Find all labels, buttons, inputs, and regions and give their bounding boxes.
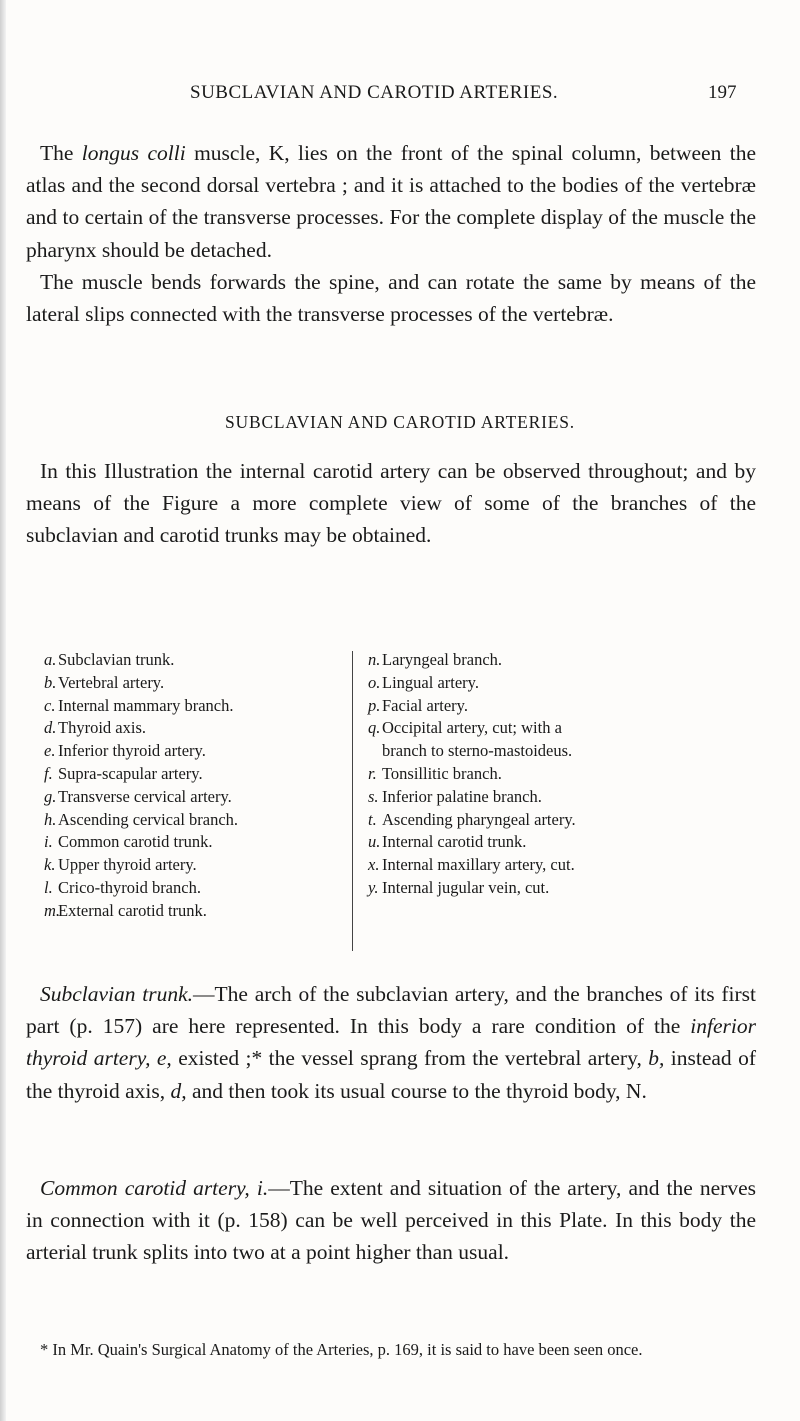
paragraph-muscle-action: The muscle bends forwards the spine, and can rotate the same by means of the lateral slips connected with the transverse processes of the vertebræ. <box>26 270 756 327</box>
legend-key: p. <box>368 695 381 715</box>
legend-label: Subclavian trunk. <box>58 650 175 669</box>
legend-item-b <box>44 672 354 695</box>
legend-key: y. <box>368 877 379 897</box>
term-common-carotid: Common carotid artery, i. <box>40 1176 269 1200</box>
legend-key: x. <box>368 855 380 875</box>
legend-item-k <box>44 854 354 877</box>
legend-key: s. <box>368 786 379 806</box>
legend-key: o. <box>368 672 381 692</box>
legend-key: r. <box>368 763 377 783</box>
legend-label: Vertebral artery. <box>58 672 165 692</box>
legend-key: u. <box>368 832 381 852</box>
legend-item-y <box>368 877 758 900</box>
legend-label: Crico-thyroid branch. <box>58 877 201 897</box>
section-heading: SUBCLAVIAN AND CAROTID ARTERIES. <box>225 412 575 432</box>
legend-label: Ascending cervical branch. <box>58 809 239 829</box>
legend-label: Internal jugular vein, cut. <box>382 877 550 897</box>
legend-item-l <box>44 877 354 900</box>
legend-label: Inferior thyroid artery. <box>58 741 206 761</box>
paragraph-illustration-intro: In this Illustration the internal carotid artery can be observed throughout; and by means of the Figure a more complete view of some of the branches of the subclavian and carotid trunks may be obtained. <box>26 459 756 548</box>
legend-key: n. <box>368 650 381 669</box>
legend-label: Inferior palatine branch. <box>382 786 542 806</box>
legend-key: q. <box>368 718 381 738</box>
legend-label: Thyroid axis. <box>58 718 146 738</box>
page-number: 197 <box>708 82 737 103</box>
legend-label: Laryngeal branch. <box>382 650 503 669</box>
figure-legend <box>44 649 754 964</box>
legend-item-p <box>368 695 758 718</box>
legend-label: External carotid trunk. <box>58 900 207 920</box>
legend-key: l. <box>44 877 53 897</box>
legend-key: c. <box>44 695 56 715</box>
legend-key: t. <box>368 809 377 829</box>
legend-left-column <box>44 649 354 923</box>
legend-item-m <box>44 900 354 923</box>
legend-item-e <box>44 740 354 763</box>
legend-key: f. <box>44 763 53 783</box>
legend-key: m. <box>44 900 61 920</box>
legend-item-u <box>368 831 758 854</box>
legend-label: Internal carotid trunk. <box>382 832 527 852</box>
legend-key: d. <box>44 718 57 738</box>
legend-item-f <box>44 763 354 786</box>
legend-key: i. <box>44 832 53 852</box>
legend-key: e. <box>44 741 56 761</box>
paragraph-common-carotid: Common carotid artery, i.—The extent and situation of the artery, and the nerves in connection with it (p. 158) can be well perceived in this Plate. In this body the arterial trunk splits into two at a point higher than usual. <box>26 1176 756 1265</box>
legend-item-s <box>368 786 758 809</box>
legend-item-x <box>368 854 758 877</box>
legend-label: Ascending pharyngeal artery. <box>382 809 576 829</box>
legend-item-i <box>44 831 354 854</box>
paragraph-longus-colli: The longus colli muscle, K, lies on the front of the spinal column, between the atlas and the second dorsal vertebra ; and it is attached to the bodies of the vertebræ and to certain of the transverse processes. For the complete display of the muscle the pharynx should be detached. <box>26 141 756 262</box>
legend-label: Upper thyroid artery. <box>58 855 197 875</box>
legend-item-d <box>44 717 354 740</box>
legend-label: Occipital artery, cut; with a <box>382 718 562 738</box>
footnote: * In Mr. Quain's Surgical Anatomy of the Arteries, p. 169, it is said to have been seen once. <box>40 1340 643 1359</box>
legend-key: b. <box>44 672 57 692</box>
legend-label: Internal maxillary artery, cut. <box>382 855 575 875</box>
legend-label: Transverse cervical artery. <box>58 786 232 806</box>
legend-item-t <box>368 809 758 832</box>
running-head <box>0 82 800 112</box>
paragraph-subclavian-trunk: Subclavian trunk.—The arch of the subclavian artery, and the branches of its first part (p. 157) are here represented. In this body a rare condition of the inferior thyroid artery, e, existed ;* the vessel sprang from the vertebral artery, b, instead of the thyroid axis, d, and then took its usual course to the thyroid body, N. <box>26 982 757 1103</box>
legend-label: Lingual artery. <box>382 672 479 692</box>
legend-item-r <box>368 763 758 786</box>
legend-item-a <box>44 649 354 672</box>
legend-right-column <box>368 649 758 900</box>
legend-label: Internal mammary branch. <box>58 695 234 715</box>
legend-label: Common carotid trunk. <box>58 832 213 852</box>
legend-item-c <box>44 695 354 718</box>
legend-label: Supra-scapular artery. <box>58 763 203 783</box>
legend-item-h <box>44 809 354 832</box>
legend-key: a. <box>44 650 57 669</box>
legend-item-q <box>368 717 758 740</box>
legend-key: h. <box>44 809 57 829</box>
legend-item-n <box>368 649 758 672</box>
legend-key: k. <box>44 855 56 875</box>
legend-label: Facial artery. <box>382 695 468 715</box>
term-subclavian-trunk: Subclavian trunk. <box>40 982 194 1006</box>
legend-item-o <box>368 672 758 695</box>
page-binding-edge <box>0 0 6 1421</box>
legend-divider <box>352 651 353 951</box>
legend-item-g <box>44 786 354 809</box>
legend-key: g. <box>44 786 57 806</box>
legend-label: Tonsillitic branch. <box>382 763 502 783</box>
running-head-title: SUBCLAVIAN AND CAROTID ARTERIES. <box>190 82 559 103</box>
term-longus-colli: longus colli <box>81 141 186 165</box>
legend-label-continuation: branch to sterno-mastoideus. <box>382 741 573 761</box>
